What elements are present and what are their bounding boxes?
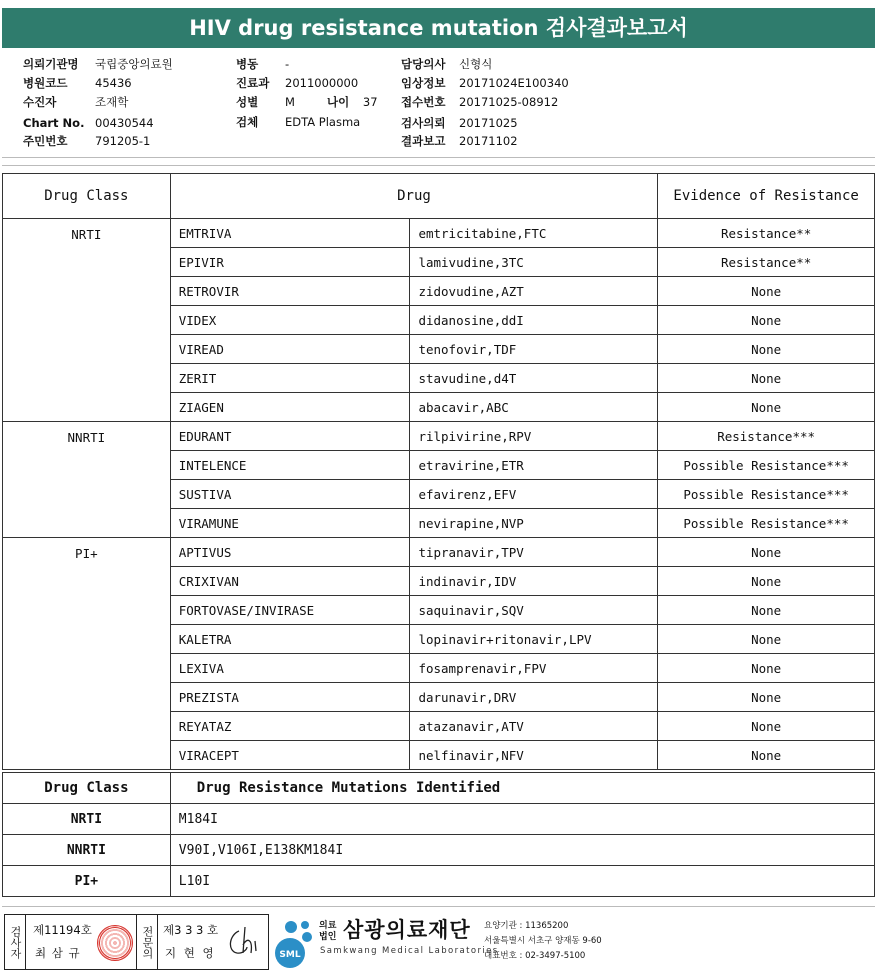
generic-name-cell: saquinavir,SQV <box>410 596 658 625</box>
generic-name-cell: emtricitabine,FTC <box>410 219 658 248</box>
mutation-list-cell: M184I <box>170 804 874 835</box>
drug-class-header: Drug Class <box>3 174 171 219</box>
evidence-cell: Resistance** <box>658 219 875 248</box>
info-value: 791205-1 <box>95 134 151 148</box>
info-value: 00430544 <box>95 116 154 130</box>
info-row <box>23 57 173 72</box>
examiner-name: 최 삼 규 <box>35 946 81 960</box>
drug-resistance-table <box>2 173 875 770</box>
evidence-cell: None <box>658 277 875 306</box>
info-label: 의뢰기관명 <box>23 57 79 71</box>
generic-name-cell: tenofovir,TDF <box>410 335 658 364</box>
lab-address: 서울특별시 서초구 양재동 9-60 <box>484 936 602 946</box>
brand-name-cell: EPIVIR <box>170 248 410 277</box>
info-value: M <box>285 95 295 109</box>
evidence-cell: None <box>658 712 875 741</box>
specialist-name: 지 현 영 <box>165 946 216 960</box>
info-label: 수진자 <box>23 95 57 109</box>
lab-english-name: Samkwang Medical Laboratories <box>320 946 499 956</box>
brand-name-cell: KALETRA <box>170 625 410 654</box>
info-label: 병원코드 <box>23 76 68 90</box>
evidence-cell: Resistance** <box>658 248 875 277</box>
generic-name-cell: fosamprenavir,FPV <box>410 654 658 683</box>
info-label: 접수번호 <box>401 95 446 109</box>
specialist-label: 전문의 <box>136 915 158 969</box>
evidence-cell: None <box>658 538 875 567</box>
mutation-list-cell: V90I,V106I,E138KM184I <box>170 835 874 866</box>
mutation-table-header <box>3 773 875 804</box>
info-value: 20171025-08912 <box>459 95 559 109</box>
age-value: 37 <box>362 95 378 109</box>
info-row <box>401 76 569 91</box>
report-title: HIV drug resistance mutation 검사결과보고서 <box>2 8 875 48</box>
evidence-cell: Possible Resistance*** <box>658 451 875 480</box>
lab-name: 삼광의료재단 <box>343 918 471 942</box>
drug-class-cell: PI+ <box>3 538 171 770</box>
brand-name-cell: EDURANT <box>170 422 410 451</box>
info-value: 20171024E100340 <box>459 76 569 90</box>
info-label: 임상정보 <box>401 76 446 90</box>
info-row <box>236 57 289 72</box>
info-label: 병동 <box>236 57 259 71</box>
age-label: 나이 <box>327 95 350 109</box>
evidence-cell: None <box>658 393 875 422</box>
info-label: 검사의뢰 <box>401 116 446 130</box>
generic-name-cell: abacavir,ABC <box>410 393 658 422</box>
evidence-cell: None <box>658 625 875 654</box>
divider <box>2 157 875 158</box>
divider <box>2 906 875 907</box>
evidence-cell: None <box>658 596 875 625</box>
lab-code: 요양기관 : 11365200 <box>484 921 569 931</box>
info-value: 2011000000 <box>285 76 359 90</box>
drug-table-header <box>3 174 875 219</box>
drug-header: Drug <box>170 174 658 219</box>
brand-name-cell: VIRAMUNE <box>170 509 410 538</box>
age-field <box>327 95 378 110</box>
evidence-cell: Possible Resistance*** <box>658 480 875 509</box>
generic-name-cell: lamivudine,3TC <box>410 248 658 277</box>
divider <box>2 165 875 166</box>
info-value: 20171025 <box>459 116 518 130</box>
brand-name-cell: LEXIVA <box>170 654 410 683</box>
info-label: 검체 <box>236 115 259 129</box>
info-row <box>401 116 518 131</box>
drug-class-cell: NNRTI <box>3 422 171 538</box>
drug-class-cell: NRTI <box>3 219 171 422</box>
brand-name-cell: SUSTIVA <box>170 480 410 509</box>
mutation-list-header: Drug Resistance Mutations Identified <box>170 773 874 804</box>
brand-name-cell: FORTOVASE/INVIRASE <box>170 596 410 625</box>
mutation-table <box>2 772 875 897</box>
table-row <box>3 835 875 866</box>
table-row <box>3 866 875 897</box>
sml-logo-icon <box>271 917 317 969</box>
brand-name-cell: APTIVUS <box>170 538 410 567</box>
info-value: 조재학 <box>95 95 129 109</box>
corp-label: 의료법인 <box>319 921 337 942</box>
evidence-cell: None <box>658 364 875 393</box>
brand-name-cell: RETROVIR <box>170 277 410 306</box>
mutation-class-cell: PI+ <box>3 866 171 897</box>
evidence-cell: None <box>658 654 875 683</box>
table-row <box>3 219 875 248</box>
signature-icon <box>225 923 263 959</box>
evidence-cell: None <box>658 335 875 364</box>
generic-name-cell: efavirenz,EFV <box>410 480 658 509</box>
info-value: - <box>285 57 290 71</box>
info-row <box>401 95 558 110</box>
evidence-cell: None <box>658 306 875 335</box>
info-row <box>236 76 358 91</box>
info-label: 결과보고 <box>401 134 446 148</box>
brand-name-cell: PREZISTA <box>170 683 410 712</box>
evidence-cell: None <box>658 567 875 596</box>
signature-box <box>4 914 269 970</box>
evidence-cell: None <box>658 683 875 712</box>
seal-stamp-icon <box>97 925 133 961</box>
info-value: 45436 <box>95 76 132 90</box>
brand-name-cell: VIREAD <box>170 335 410 364</box>
info-row <box>401 57 492 72</box>
info-row <box>23 134 150 149</box>
evidence-cell: Resistance*** <box>658 422 875 451</box>
sml-logo-text: SML <box>279 950 301 960</box>
generic-name-cell: tipranavir,TPV <box>410 538 658 567</box>
brand-name-cell: EMTRIVA <box>170 219 410 248</box>
table-row <box>3 804 875 835</box>
generic-name-cell: darunavir,DRV <box>410 683 658 712</box>
mutation-class-cell: NRTI <box>3 804 171 835</box>
evidence-header: Evidence of Resistance <box>658 174 875 219</box>
generic-name-cell: rilpivirine,RPV <box>410 422 658 451</box>
generic-name-cell: indinavir,IDV <box>410 567 658 596</box>
info-row <box>236 95 295 110</box>
info-row <box>401 134 518 149</box>
generic-name-cell: atazanavir,ATV <box>410 712 658 741</box>
generic-name-cell: etravirine,ETR <box>410 451 658 480</box>
table-row <box>3 422 875 451</box>
info-value: EDTA Plasma <box>285 115 361 129</box>
info-value: 신형식 <box>459 57 493 71</box>
brand-name-cell: ZERIT <box>170 364 410 393</box>
info-value: 20171102 <box>459 134 518 148</box>
generic-name-cell: stavudine,d4T <box>410 364 658 393</box>
evidence-cell: Possible Resistance*** <box>658 509 875 538</box>
brand-name-cell: INTELENCE <box>170 451 410 480</box>
examiner-license: 제11194호 <box>33 923 92 937</box>
info-row <box>23 76 132 91</box>
table-row <box>3 538 875 567</box>
brand-name-cell: CRIXIVAN <box>170 567 410 596</box>
info-label: 주민번호 <box>23 134 68 148</box>
lab-phone: 대표번호 : 02-3497-5100 <box>484 951 586 961</box>
mutation-class-cell: NNRTI <box>3 835 171 866</box>
generic-name-cell: nelfinavir,NFV <box>410 741 658 770</box>
brand-name-cell: REYATAZ <box>170 712 410 741</box>
info-label: Chart No. <box>23 116 85 130</box>
info-label: 담당의사 <box>401 57 446 71</box>
info-row <box>236 115 360 130</box>
info-label: 진료과 <box>236 76 270 90</box>
generic-name-cell: zidovudine,AZT <box>410 277 658 306</box>
mutation-class-header: Drug Class <box>3 773 171 804</box>
generic-name-cell: nevirapine,NVP <box>410 509 658 538</box>
brand-name-cell: VIDEX <box>170 306 410 335</box>
examiner-label: 검사자 <box>5 915 26 969</box>
generic-name-cell: lopinavir+ritonavir,LPV <box>410 625 658 654</box>
generic-name-cell: didanosine,ddI <box>410 306 658 335</box>
specialist-license: 제3 3 3 호 <box>163 923 219 937</box>
evidence-cell: None <box>658 741 875 770</box>
info-value: 국립중앙의료원 <box>95 57 173 71</box>
mutation-list-cell: L10I <box>170 866 874 897</box>
brand-name-cell: VIRACEPT <box>170 741 410 770</box>
info-row <box>23 95 128 110</box>
info-row <box>23 116 154 131</box>
brand-name-cell: ZIAGEN <box>170 393 410 422</box>
info-label: 성별 <box>236 95 259 109</box>
